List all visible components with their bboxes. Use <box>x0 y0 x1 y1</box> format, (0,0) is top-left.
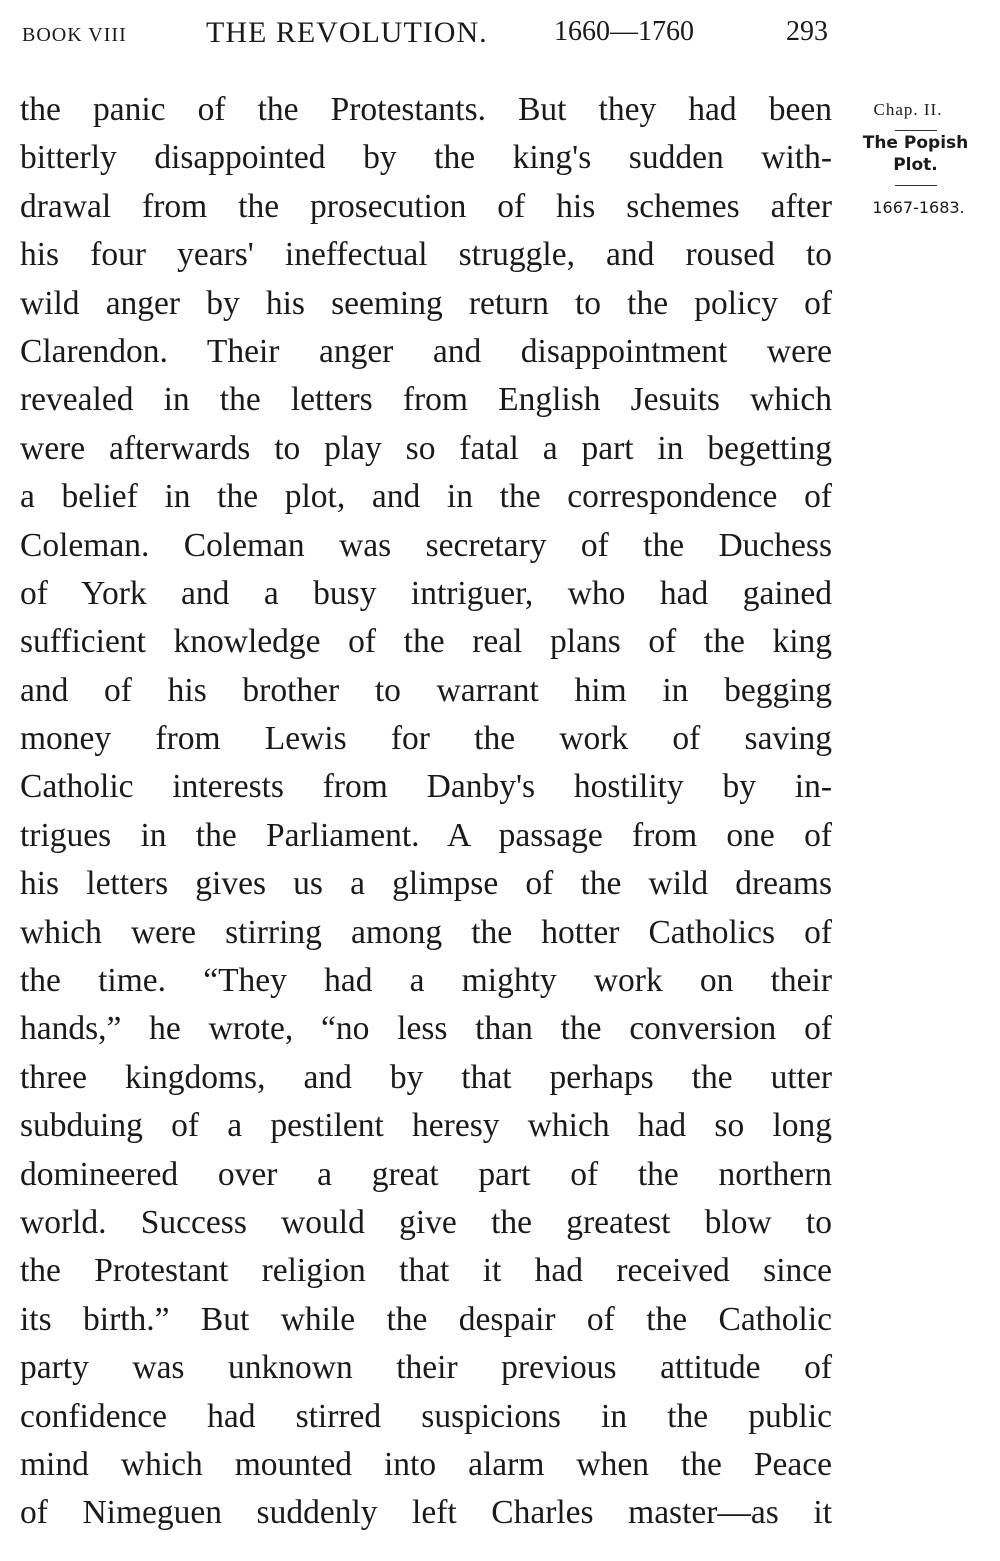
text-line: money from Lewis for the work of saving <box>20 720 832 758</box>
text-line: the panic of the Protestants. But they had been <box>20 91 832 128</box>
text-line: its birth.” But while the despair of the Catholic <box>20 1300 832 1338</box>
running-header <box>20 16 832 56</box>
text-line: drawal from the prosecution of his schemes after <box>20 187 832 225</box>
text-line: hands,” he wrote, “no less than the conversion of <box>20 1010 832 1048</box>
text-line: sufficient knowledge of the real plans of the king <box>20 623 832 661</box>
page-number: 293 <box>786 16 828 47</box>
text-line: trigues in the Parliament. A passage from one of <box>20 816 832 854</box>
text-line: Clarendon. Their anger and disappointment were <box>20 332 832 370</box>
text-line: mind which mounted into alarm when the Peace <box>20 1445 832 1483</box>
running-title: THE REVOLUTION. <box>206 16 488 49</box>
text-line: world. Success would give the greatest blow to <box>20 1203 832 1241</box>
chapter-label: Chap. II. <box>873 100 943 119</box>
text-line: were afterwards to play so fatal a part in begetting <box>20 429 832 467</box>
text-line: confidence had stirred suspicions in the public <box>20 1397 832 1435</box>
margin-note <box>843 100 988 217</box>
text-line: which were stirring among the hotter Catholics of <box>20 913 832 951</box>
text-line: party was unknown their previous attitude of <box>20 1349 832 1387</box>
text-line: domineered over a great part of the northern <box>20 1155 832 1193</box>
body-text <box>20 86 832 1538</box>
topic-label-line2: Plot. <box>893 155 938 175</box>
text-line: revealed in the letters from English Jesuits which <box>20 381 832 419</box>
text-line: of York and a busy intriguer, who had gained <box>20 574 832 612</box>
text-line: his four years' ineffectual struggle, and roused to <box>20 236 832 274</box>
divider <box>895 130 937 131</box>
years-label: 1667-1683. <box>872 198 965 217</box>
text-line: a belief in the plot, and in the correspondence of <box>20 478 832 516</box>
text-line: the time. “They had a mighty work on their <box>20 962 832 1000</box>
book-label: BOOK VIII <box>22 24 127 46</box>
text-line: the Protestant religion that it had received since <box>20 1252 832 1290</box>
text-line: wild anger by his seeming return to the policy of <box>20 284 832 322</box>
text-line: Catholic interests from Danby's hostility by in- <box>20 768 832 806</box>
topic-label-line1: The Popish <box>862 133 969 153</box>
text-line: three kingdoms, and by that perhaps the utter <box>20 1058 832 1096</box>
text-line: bitterly disappointed by the king's sudden with- <box>20 139 832 177</box>
text-line: of Nimeguen suddenly left Charles master—as it <box>20 1494 832 1532</box>
period-dates: 1660—1760 <box>554 16 694 47</box>
text-line: and of his brother to warrant him in begging <box>20 671 832 709</box>
text-line: subduing of a pestilent heresy which had so long <box>20 1107 832 1145</box>
text-line: Coleman. Coleman was secretary of the Duchess <box>20 526 832 564</box>
text-line: his letters gives us a glimpse of the wild dreams <box>20 865 832 903</box>
divider <box>895 185 937 186</box>
